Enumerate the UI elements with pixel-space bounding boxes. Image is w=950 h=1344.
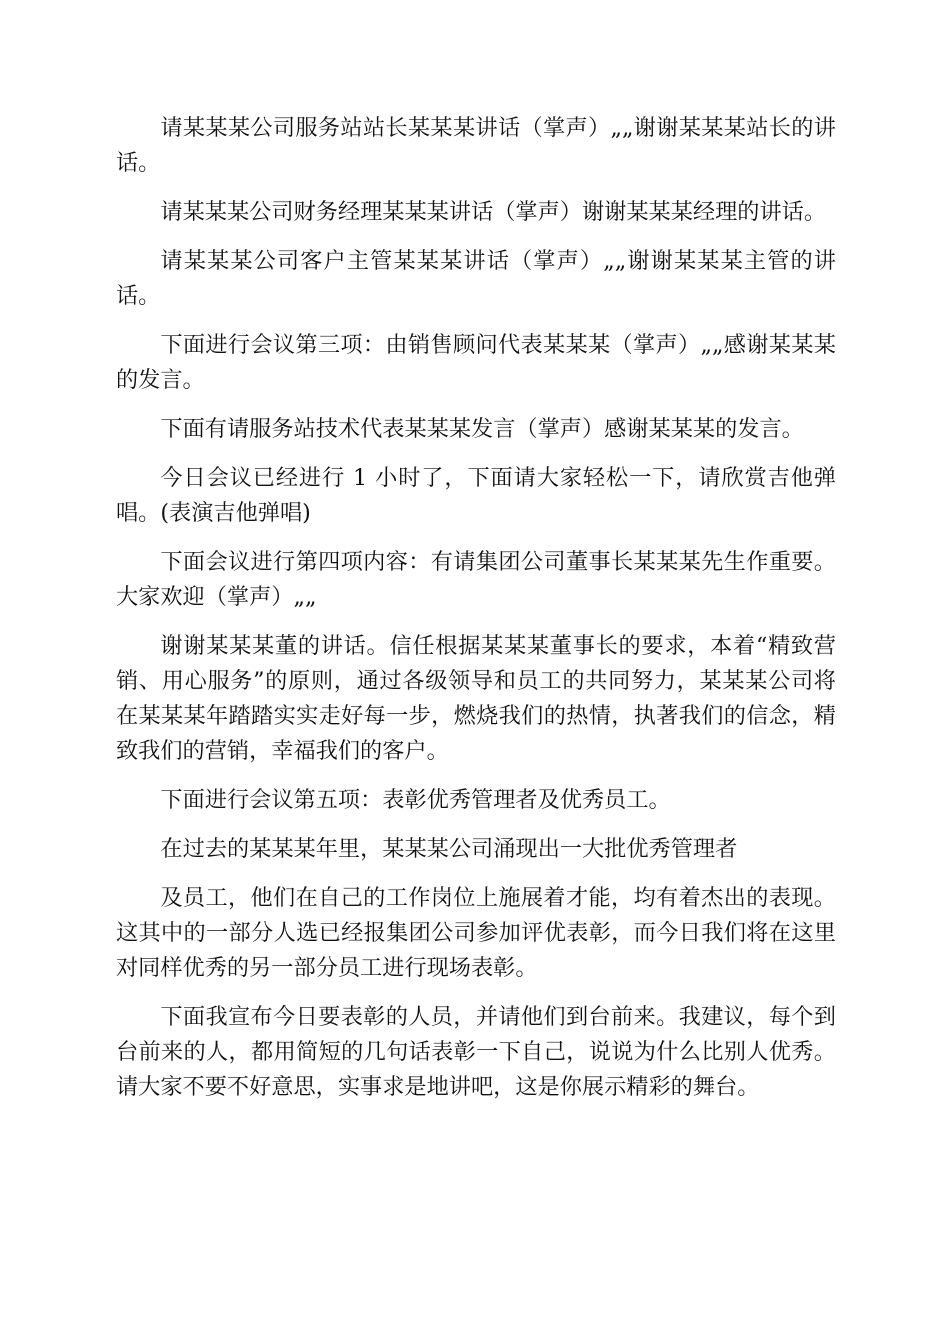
paragraph: 下面我宣布今日要表彰的人员，并请他们到台前来。我建议，每个到台前来的人，都用简短的几句话表彰一下自己，说说为什么比别人优秀。请大家不要不好意思，实事求是地讲吧，这是你展示精彩的舞台。 [116,1004,836,1100]
paragraph: 请某某某公司财务经理某某某讲话（掌声）谢谢某某某经理的讲话。 [160,199,827,225]
paragraph: 请某某某公司客户主管某某某讲话（掌声）„„谢谢某某某主管的讲话。 [116,248,836,309]
paragraph: 下面会议进行第四项内容：有请集团公司董事长某某某先生作重要。大家欢迎（掌声）„„ [116,549,836,610]
paragraph: 在过去的某某某年里，某某某公司涌现出一大批优秀管理者 [160,836,738,862]
paragraph: 及员工，他们在自己的工作岗位上施展着才能，均有着杰出的表现。这其中的一部分人选已经报集团公司参加评优表彰，而今日我们将在这里对同样优秀的另一部分员工进行现场表彰。 [116,885,836,981]
paragraph: 下面进行会议第五项：表彰优秀管理者及优秀员工。 [160,787,671,813]
paragraph: 今日会议已经进行 1 小时了，下面请大家轻松一下，请欣赏吉他弹唱。(表演吉他弹唱) [116,465,836,526]
paragraph: 下面进行会议第三项：由销售顾问代表某某某（掌声）„„感谢某某某的发言。 [116,332,836,393]
document-body [116,111,836,1119]
paragraph: 下面有请服务站技术代表某某某发言（掌声）感谢某某某的发言。 [160,416,804,442]
paragraph: 谢谢某某某董的讲话。信任根据某某某董事长的要求，本着“精致营销、用心服务”的原则，通过各级领导和员工的共同努力，某某某公司将在某某某年踏踏实实走好每一步，燃烧我们的热情，执著我们的信念，精致我们的营销，幸福我们的客户。 [116,633,836,764]
paragraph: 请某某某公司服务站站长某某某讲话（掌声）„„谢谢某某某站长的讲话。 [116,115,836,176]
